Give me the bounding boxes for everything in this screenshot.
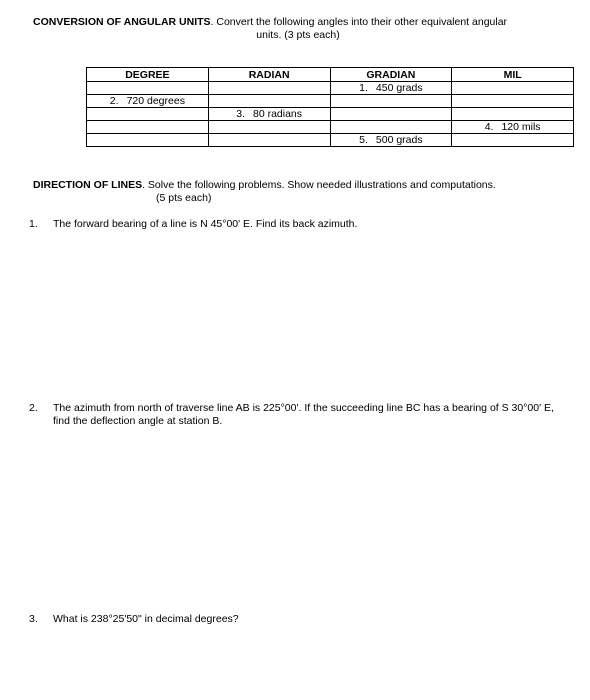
col-header-mil: MIL — [452, 68, 574, 82]
table-row — [87, 82, 574, 95]
table-cell — [452, 95, 574, 108]
table-cell — [330, 82, 452, 95]
col-header-gradian: GRADIAN — [330, 68, 452, 82]
table-cell — [452, 134, 574, 147]
section-conversion-header — [33, 16, 563, 41]
given-value: 720 degrees — [126, 95, 185, 107]
col-header-degree: DEGREE — [87, 68, 209, 82]
table-cell — [452, 108, 574, 121]
table-cell — [452, 82, 574, 95]
table-row — [87, 95, 574, 108]
question-number: 2. — [29, 402, 38, 414]
question-2 — [29, 402, 569, 428]
given-number: 4. — [484, 121, 494, 133]
col-header-radian: RADIAN — [208, 68, 330, 82]
table-cell — [330, 134, 452, 147]
section-conversion-line1 — [33, 16, 563, 28]
table-cell — [208, 82, 330, 95]
table-cell — [87, 82, 209, 95]
table-cell — [87, 121, 209, 134]
given-number: 3. — [236, 108, 245, 120]
question-3 — [29, 613, 569, 626]
table-header-row — [87, 68, 574, 82]
question-text: What is 238°25'50" in decimal degrees? — [53, 613, 239, 625]
table-cell — [208, 134, 330, 147]
table-row — [87, 121, 574, 134]
table-cell — [330, 108, 452, 121]
table-cell — [87, 134, 209, 147]
question-text: The forward bearing of a line is N 45°00' E. Find its back azimuth. — [53, 218, 358, 230]
question-text: The azimuth from north of traverse line AB is 225°00'. If the succeeding line BC has a bearing of S 30°00' E, find the deflection angle at station B. — [53, 402, 554, 427]
table-row — [87, 134, 574, 147]
table-cell — [87, 108, 209, 121]
section-conversion-title: CONVERSION OF ANGULAR UNITS — [33, 16, 211, 28]
given-value: 120 mils — [501, 121, 541, 133]
section-direction-line1 — [33, 179, 563, 191]
question-number: 3. — [29, 613, 38, 625]
table-cell — [87, 95, 209, 108]
table-cell — [208, 95, 330, 108]
section-direction-instruction: . Solve the following problems. Show needed illustrations and computations. — [142, 179, 496, 191]
table-row — [87, 108, 574, 121]
table-cell — [208, 121, 330, 134]
section-direction-header — [33, 179, 563, 204]
conversion-table-body — [87, 82, 574, 147]
section-conversion-points: units. (3 pts each) — [256, 29, 340, 41]
given-number: 2. — [109, 95, 119, 107]
given-value: 80 radians — [252, 108, 303, 120]
given-value: 450 grads — [375, 82, 423, 94]
table-cell — [452, 121, 574, 134]
section-direction-title: DIRECTION OF LINES — [33, 179, 143, 191]
section-conversion-instruction: . Convert the following angles into their other equivalent angular — [210, 16, 508, 28]
table-cell — [330, 121, 452, 134]
section-direction-points: (5 pts each) — [156, 192, 212, 204]
given-number: 1. — [359, 82, 368, 94]
given-value: 500 grads — [375, 134, 423, 146]
question-1 — [29, 218, 569, 231]
table-cell — [208, 108, 330, 121]
given-number: 5. — [359, 134, 368, 146]
question-number: 1. — [29, 218, 38, 230]
conversion-table — [86, 67, 574, 147]
table-cell — [330, 95, 452, 108]
